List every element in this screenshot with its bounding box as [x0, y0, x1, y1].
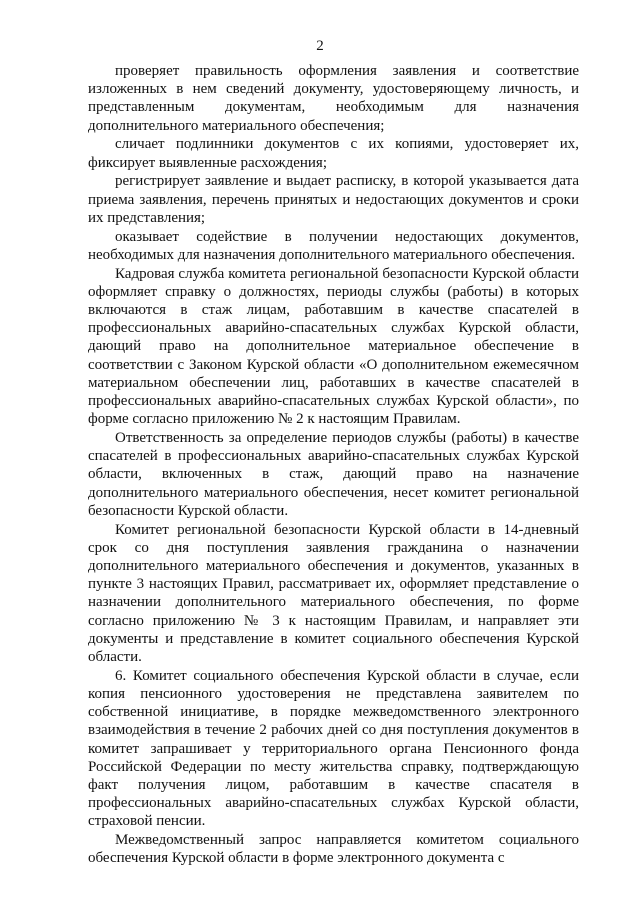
- paragraph-assists-documents: оказывает содействие в получении недостающих документов, необходимых для назначения дополнительного материального обеспечения.: [88, 228, 579, 263]
- paragraph-checks-application: проверяет правильность оформления заявления и соответствие изложенных в нем сведений документу, удостоверяющему личность, и представленным документам, необходимым для назначения дополнительного материального обеспечения;: [88, 63, 579, 134]
- paragraph-interagency-request: Межведомственный запрос направляется комитетом социального обеспечения Курской области в форме электронного документа с: [88, 832, 579, 867]
- paragraph-responsibility: Ответственность за определение периодов службы (работы) в качестве спасателей в профессиональных аварийно-спасательных службах Курской области, включенных в стаж, дающий право на назначение дополнительного материального обеспечения, несет комитет региональной безопасности Курской области.: [88, 430, 579, 519]
- paragraph-committee-review: Комитет региональной безопасности Курской области в 14-дневный срок со дня поступления заявления гражданина о назначении дополнительного материального обеспечения и документов, указанных в пункте 3 настоящих Правил, рассматривает их, оформляет представление о назначении дополнительного материального обеспечения, по форме согласно приложению № 3 к настоящим Правилам, и направляет эти документы и представление в комитет социального обеспечения Курской области.: [88, 521, 579, 666]
- paragraph-compares-originals: сличает подлинники документов с их копиями, удостоверяет их, фиксирует выявленные расхождения;: [88, 136, 579, 171]
- paragraph-registers-application: регистрирует заявление и выдает расписку, в которой указывается дата приема заявления, перечень принятых и недостающих документов и сроки их представления;: [88, 173, 579, 226]
- paragraph-personnel-service: Кадровая служба комитета региональной безопасности Курской области оформляет справку о должностях, периоды службы (работы) в которых включаются в стаж лицам, работавшим в качестве спасателей в профессиональных аварийно-спасательных службах Курской области, дающий право на дополнительное материальное обеспечение в соответствии с Законом Курской области «О дополнительном ежемесячном материальном обеспечении лиц, работавших в качестве спасателей в профессиональных аварийно-спасательных службах Курской области», по форме согласно приложению № 2 к настоящим Правилам.: [88, 265, 579, 428]
- page-number: 2: [316, 38, 324, 54]
- document-body: [88, 62, 579, 868]
- paragraph-item-6: 6. Комитет социального обеспечения Курской области в случае, если копия пенсионного удостоверения не представлена заявителем по собственной инициативе, в порядке межведомственного электронного взаимодействия в течение 2 рабочих дней со дня поступления документов в комитет запрашивает у территориального органа Пенсионного фонда Российской Федерации по месту жительства справку, подтверждающую факт получения лицом, работавшим в качестве спасателя в профессиональных аварийно-спасательных службах Курской области, страховой пенсии.: [88, 667, 579, 830]
